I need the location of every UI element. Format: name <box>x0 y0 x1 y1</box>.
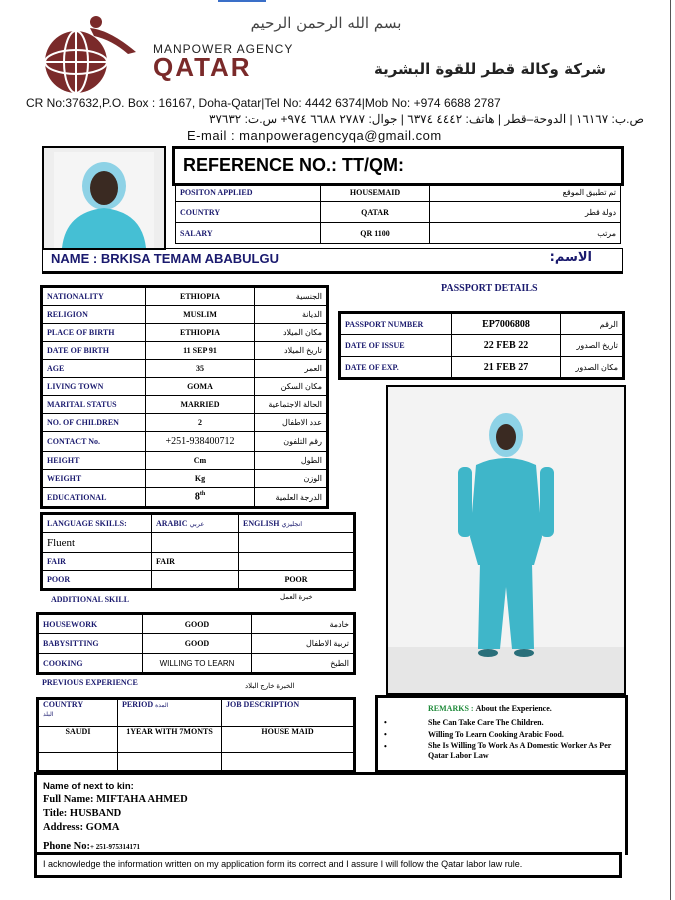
table-row: CONTACT No. +251-938400712 رقم التلفون <box>42 432 328 452</box>
table-row: SAUDI 1YEAR WITH 7MONTS HOUSE MAID <box>38 727 355 753</box>
table-row: HOUSEWORK GOOD خادمة <box>38 614 355 634</box>
passport-photo <box>42 146 166 250</box>
table-row: NATIONALITY ETHIOPIA الجنسية <box>42 287 328 306</box>
table-row: DATE OF EXP. 21 FEB 27 مكان الصدور <box>340 357 624 379</box>
contact-english: CR No:37632,P.O. Box : 16167, Doha-Qatar|Tel No: 4442 6374|Mob No: +974 6688 2787 <box>26 96 501 110</box>
passport-table <box>338 311 625 380</box>
list-item: • Willing To Learn Cooking Arabic Food. <box>384 730 564 739</box>
table-row: SALARY QR 1100 مرتب <box>176 223 621 244</box>
passport-title: PASSPORT DETAILS <box>441 283 538 294</box>
table-row: HEIGHT Cm الطول <box>42 452 328 470</box>
table-row: LANGUAGE SKILLS: ARABIC عربي ENGLISH انجليزي <box>42 514 355 533</box>
email-line: E-mail : manpoweragencyqa@gmail.com <box>187 128 442 143</box>
previous-experience-title-ar: الخبرة خارج البلاد <box>245 682 295 690</box>
table-row <box>38 753 355 772</box>
table-row: MARITAL STATUS MARRIED الحالة الاجتماعية <box>42 396 328 414</box>
experience-table <box>36 697 356 773</box>
table-row: COUNTRY QATAR دولة قطر <box>176 202 621 223</box>
table-row: COUNTRY البلد PERIOD المدة JOB DESCRIPTION <box>38 699 355 727</box>
previous-experience-title: PREVIOUS EXPERIENCE <box>42 678 138 687</box>
reference-label: REFERENCE NO.: TT/QM: <box>183 155 404 175</box>
kin-phone: Phone No:+ 251-975314171 <box>43 841 141 852</box>
remarks-intro: About the Experience. <box>475 704 552 713</box>
position-table <box>175 183 621 244</box>
additional-skills-table <box>36 612 356 675</box>
globe-logo-icon <box>24 14 144 98</box>
kin-title-line: Title: HUSBAND <box>43 808 122 819</box>
name-arabic-label: الاسم: <box>549 250 592 265</box>
basmala: بسم الله الرحمن الرحيم <box>250 14 402 32</box>
table-row: POSITON APPLIED HOUSEMAID تم تطبيق الموقع <box>176 184 621 202</box>
personal-details-table <box>40 285 329 509</box>
agency-name-small: MANPOWER AGENCY <box>153 42 294 56</box>
applicant-name: NAME : BRKISA TEMAM ABABULGU <box>51 251 279 266</box>
table-row: DATE OF ISSUE 22 FEB 22 تاريخ الصدور <box>340 335 624 357</box>
table-row: Fluent <box>42 533 355 553</box>
additional-skill-title-ar: خبرة العمل <box>280 593 313 601</box>
table-row: WEIGHT Kg الوزن <box>42 470 328 488</box>
table-row: EDUCATIONAL 8th الدرجة العلمية <box>42 488 328 508</box>
full-body-photo <box>386 385 626 695</box>
language-skills-table <box>40 512 356 591</box>
agency-logo <box>24 14 144 98</box>
additional-skill-title: ADDITIONAL SKILL <box>51 595 130 604</box>
kin-title: Name of next to kin: <box>43 781 134 792</box>
remarks-list <box>384 717 620 761</box>
table-row: FAIR FAIR <box>42 553 355 571</box>
table-row: PASSPORT NUMBER EP7006808 الرقم <box>340 313 624 335</box>
reference-box <box>172 146 624 186</box>
remarks-box <box>375 695 628 773</box>
top-blue-mark <box>218 0 266 2</box>
contact-arabic: ص.ب: ١٦١٦٧ | الدوحة–قطر | هاتف: ٤٤٤٢ ٦٣٧٤ | جوال: ٢٧٨٧ ٦٦٨٨ ٩٧٤+ س.ت: ٣٧٦٣٢ <box>209 112 644 126</box>
agency-name-arabic: شركة وكالة قطر للقوة البشرية <box>374 60 606 78</box>
table-row: AGE 35 العمر <box>42 360 328 378</box>
table-row: COOKING WILLING TO LEARN الطبخ <box>38 654 355 674</box>
right-edge-line <box>670 0 671 900</box>
agency-name-big: QATAR <box>153 52 252 82</box>
kin-address: Address: GOMA <box>43 822 120 833</box>
table-row: POOR POOR <box>42 571 355 590</box>
name-bar <box>42 248 623 274</box>
remarks-header <box>428 704 552 713</box>
kin-full-name: Full Name: MIFTAHA AHMED <box>43 794 188 805</box>
list-item: • She Can Take Care The Children. <box>384 718 544 727</box>
table-row: DATE OF BIRTH 11 SEP 91 تاريخ الميلاد <box>42 342 328 360</box>
table-row: BABYSITTING GOOD تربية الاطفال <box>38 634 355 654</box>
table-row: RELIGION MUSLIM الديانة <box>42 306 328 324</box>
table-row: PLACE OF BIRTH ETHIOPIA مكان الميلاد <box>42 324 328 342</box>
list-item: • She Is Willing To Work As A Domestic Worker As Per Qatar Labor Law <box>384 741 612 760</box>
next-of-kin-box <box>34 772 628 855</box>
table-row: NO. OF CHILDREN 2 عدد الاطفال <box>42 414 328 432</box>
acknowledgement: I acknowledge the information written on my application form its correct and I assure I will follow the Qatar labor law rule. <box>34 852 622 878</box>
table-row: LIVING TOWN GOMA مكان السكن <box>42 378 328 396</box>
remarks-label: REMARKS : <box>428 704 474 713</box>
